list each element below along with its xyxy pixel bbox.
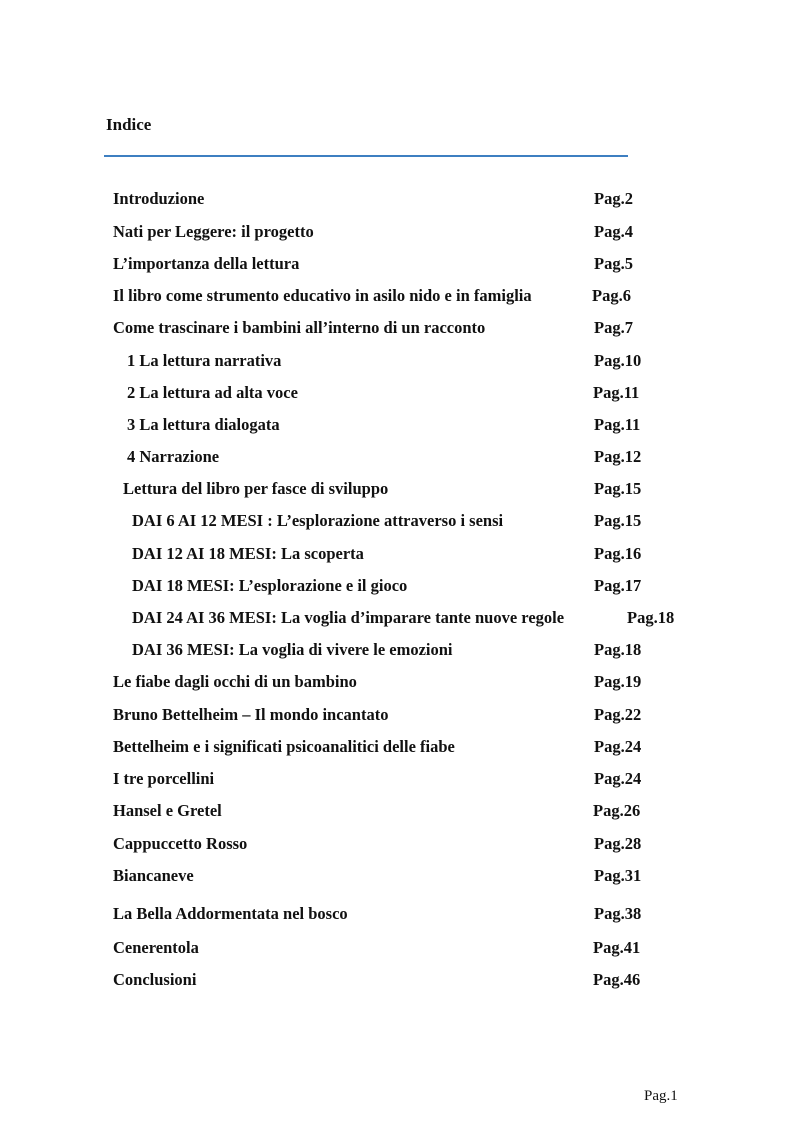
toc-entry-page-number: Pag.15 [594, 511, 642, 530]
toc-entry-page-number: Pag.2 [594, 189, 633, 208]
toc-entry [0, 903, 794, 925]
toc-entry-title: Nati per Leggere: il progetto [113, 222, 314, 241]
toc-entry [0, 543, 794, 565]
toc-entry-title: 4 Narrazione [127, 447, 220, 466]
toc-entry-page-number: Pag.10 [594, 351, 642, 370]
toc-entry [0, 221, 794, 243]
toc-entry-page-number: Pag.4 [594, 222, 633, 241]
toc-entry-page-number: Pag.38 [594, 904, 642, 923]
toc-entry [0, 768, 794, 790]
toc-entry-title: Bruno Bettelheim – Il mondo incantato [113, 705, 389, 724]
toc-entry [0, 317, 794, 339]
toc-entry-page-number: Pag.7 [594, 318, 633, 337]
toc-entry-title: Cappuccetto Rosso [113, 834, 248, 853]
toc-entry-page-number: Pag.22 [594, 705, 642, 724]
toc-entry-title: Biancaneve [113, 866, 194, 885]
toc-entry-title: 3 La lettura dialogata [127, 415, 280, 434]
toc-entry-page-number: Pag.12 [594, 447, 642, 466]
toc-entry-page-number: Pag.24 [594, 737, 642, 756]
toc-entry-page-number: Pag.28 [594, 834, 642, 853]
toc-entry-page-number: Pag.24 [594, 769, 642, 788]
toc-entry [0, 607, 794, 629]
toc-entry [0, 937, 794, 959]
toc-entry-title: Hansel e Gretel [113, 801, 222, 820]
toc-entry-page-number: Pag.11 [593, 383, 640, 402]
toc-entry-page-number: Pag.18 [627, 608, 675, 627]
toc-entry-title: 2 La lettura ad alta voce [127, 383, 298, 402]
toc-entry-title: Introduzione [113, 189, 205, 208]
toc-entry-title: Il libro come strumento educativo in asilo nido e in famiglia [113, 286, 532, 305]
toc-entry-title: La Bella Addormentata nel bosco [113, 904, 348, 923]
toc-entry-page-number: Pag.16 [594, 544, 642, 563]
toc-entry-title: Come trascinare i bambini all’interno di un racconto [113, 318, 486, 337]
toc-entry [0, 833, 794, 855]
toc-entry [0, 285, 794, 307]
toc-entry-title: I tre porcellini [113, 769, 215, 788]
toc-entry [0, 639, 794, 661]
toc-entry-page-number: Pag.18 [594, 640, 642, 659]
toc-entry [0, 382, 794, 404]
toc-entry-title: 1 La lettura narrativa [127, 351, 282, 370]
toc-entry-title: Conclusioni [113, 970, 197, 989]
toc-entry-page-number: Pag.46 [593, 970, 641, 989]
footer-page-number: Pag.1 [644, 1088, 678, 1104]
toc-entry-title: Le fiabe dagli occhi di un bambino [113, 672, 357, 691]
toc-entry-title: DAI 24 AI 36 MESI: La voglia d’imparare tante nuove regole [132, 608, 565, 627]
toc-entry [0, 350, 794, 372]
toc-entry-title: DAI 36 MESI: La voglia di vivere le emozioni [132, 640, 453, 659]
toc-entry [0, 671, 794, 693]
toc-entry [0, 414, 794, 436]
toc-entry-title: DAI 12 AI 18 MESI: La scoperta [132, 544, 364, 563]
toc-entry-page-number: Pag.31 [594, 866, 642, 885]
toc-entry [0, 704, 794, 726]
toc-entry [0, 969, 794, 991]
toc-entry-page-number: Pag.41 [593, 938, 641, 957]
toc-entry-page-number: Pag.15 [594, 479, 642, 498]
toc-entry-title: Cenerentola [113, 938, 199, 957]
toc-entry-title: DAI 6 AI 12 MESI : L’esplorazione attraverso i sensi [132, 511, 504, 530]
toc-entry-page-number: Pag.17 [594, 576, 642, 595]
toc-entry-title: DAI 18 MESI: L’esplorazione e il gioco [132, 576, 408, 595]
toc-entry-title: Bettelheim e i significati psicoanalitici delle fiabe [113, 737, 455, 756]
toc-entry [0, 253, 794, 275]
toc-entry [0, 736, 794, 758]
toc-entry [0, 865, 794, 887]
toc-entry [0, 446, 794, 468]
toc-entry-page-number: Pag.6 [592, 286, 631, 305]
toc-entry-title: Lettura del libro per fasce di sviluppo [123, 479, 389, 498]
title-divider [104, 155, 628, 157]
toc-entry-page-number: Pag.26 [593, 801, 641, 820]
toc-entry-page-number: Pag.5 [594, 254, 633, 273]
toc-entry [0, 478, 794, 500]
toc-entry [0, 800, 794, 822]
page-title: Indice [106, 115, 152, 134]
toc-entry [0, 510, 794, 532]
toc-entry-page-number: Pag.19 [594, 672, 642, 691]
toc-entry-title: L’importanza della lettura [113, 254, 300, 273]
toc-entry-page-number: Pag.11 [594, 415, 641, 434]
toc-entry [0, 188, 794, 210]
toc-entry [0, 575, 794, 597]
